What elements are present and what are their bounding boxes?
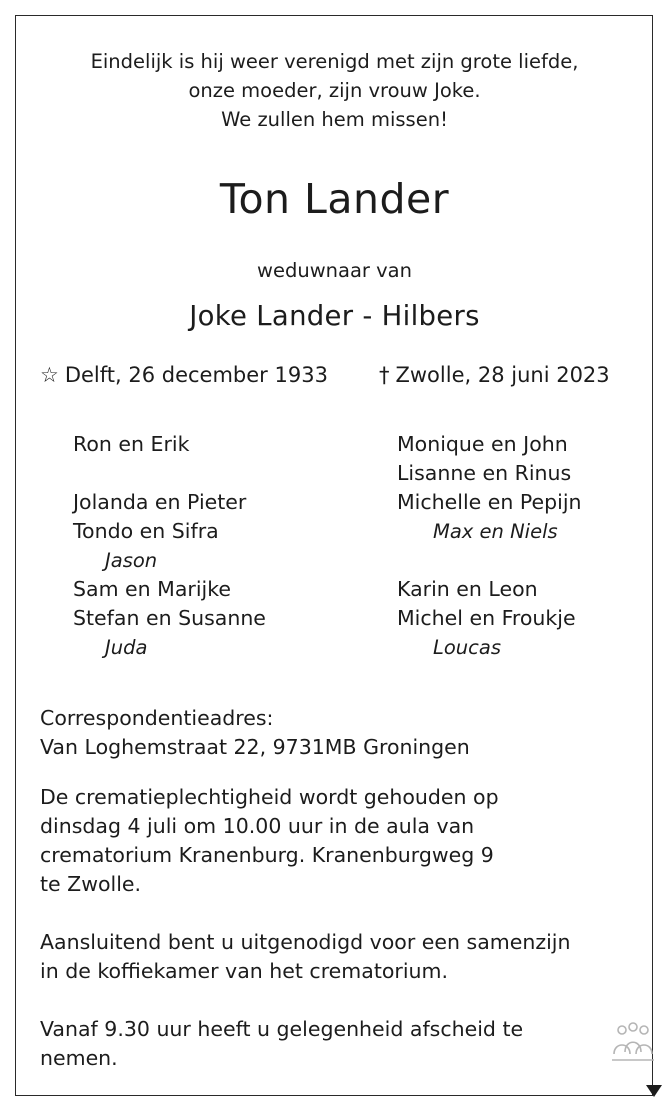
ceremony-line: te Zwolle. (40, 872, 142, 896)
grandchild-name: Jason (105, 549, 158, 572)
birth-info (40, 363, 328, 387)
death-info (379, 363, 610, 387)
correspondence-block (40, 704, 470, 762)
family-member: Lisanne en Rinus (397, 461, 572, 485)
family-member: Michel en Froukje (397, 606, 576, 630)
gathering-line: in de koffiekamer van het crematorium. (40, 959, 448, 983)
deceased-name: Ton Lander (219, 175, 450, 223)
ceremony-line: crematorium Kranenburg. Kranenburgweg 9 (40, 843, 494, 867)
family-member: Sam en Marijke (73, 577, 232, 601)
ceremony-block (40, 783, 499, 899)
gathering-block (40, 928, 571, 986)
grandchild-name: Juda (105, 636, 148, 659)
family-member: Karin en Leon (397, 577, 538, 601)
grandchild-name: Max en Niels (433, 520, 558, 543)
star-icon: ☆ (40, 363, 59, 387)
widower-of-label: weduwnaar van (257, 259, 412, 282)
people-group-icon (608, 1020, 656, 1070)
family-member: Monique en John (397, 432, 568, 456)
ceremony-line: De crematieplechtigheid wordt gehouden op (40, 785, 499, 809)
correspondence-address: Van Loghemstraat 22, 9731MB Groningen (40, 735, 470, 759)
poem-line: Eindelijk is hij weer verenigd met zijn grote liefde, (90, 50, 579, 73)
family-member: Tondo en Sifra (73, 519, 219, 543)
family-member (73, 459, 266, 488)
family-member: Michelle en Pepijn (397, 490, 582, 514)
poem-line: We zullen hem missen! (221, 108, 448, 131)
family-member (397, 546, 582, 575)
spouse-name: Joke Lander - Hilbers (189, 300, 480, 332)
farewell-line: Vanaf 9.30 uur heeft u gelegenheid afscheid te (40, 1017, 524, 1041)
poem-line: onze moeder, zijn vrouw Joke. (188, 79, 481, 102)
birth-text: Delft, 26 december 1933 (64, 363, 328, 387)
family-right-column (397, 430, 582, 662)
family-left-column (73, 430, 266, 662)
correspondence-label: Correspondentieadres: (40, 706, 274, 730)
ceremony-line: dinsdag 4 juli om 10.00 uur in de aula van (40, 814, 475, 838)
family-member: Jolanda en Pieter (73, 490, 247, 514)
family-member: Ron en Erik (73, 432, 190, 456)
cross-icon: † (379, 363, 390, 387)
gathering-line: Aansluitend bent u uitgenodigd voor een samenzijn (40, 930, 571, 954)
farewell-line: nemen. (40, 1046, 118, 1070)
death-text: Zwolle, 28 juni 2023 (395, 363, 610, 387)
opening-poem (0, 47, 669, 134)
triangle-down-icon[interactable] (645, 1083, 663, 1099)
grandchild-name: Loucas (433, 636, 501, 659)
farewell-block (40, 1015, 523, 1073)
family-member: Stefan en Susanne (73, 606, 266, 630)
